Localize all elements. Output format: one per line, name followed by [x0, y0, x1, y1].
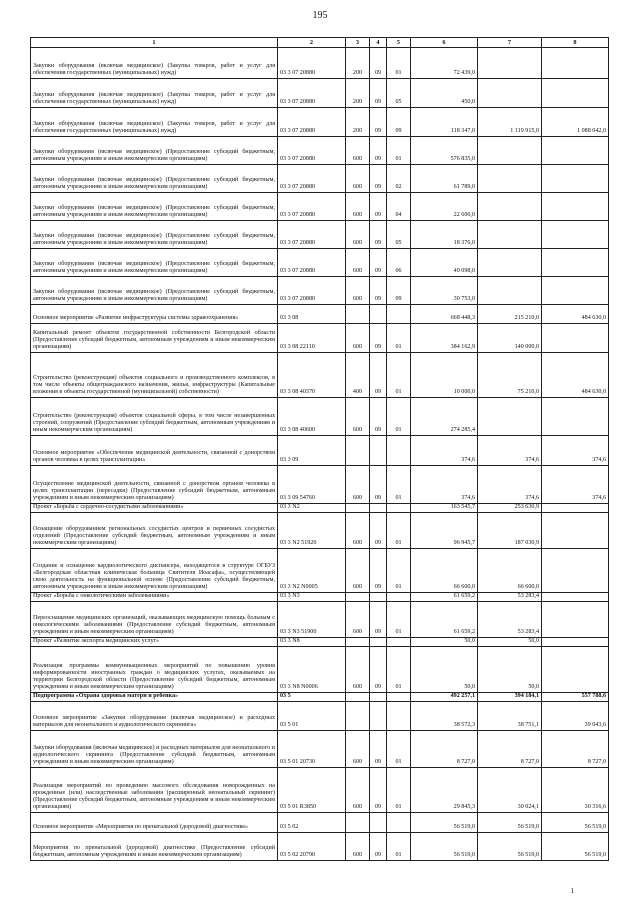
row-name-cell: Основное мероприятие «Развитие инфраструктуры системы здравоохранения» [31, 305, 278, 324]
column-header: 7 [478, 38, 542, 48]
target-article-cell: 03 5 01 20730 [278, 731, 346, 768]
amount-year3-cell: 1 088 042,0 [542, 108, 609, 137]
section-cell [370, 638, 387, 647]
amount-year2-cell: 187 030,9 [478, 513, 542, 549]
amount-year2-cell: 374,6 [478, 466, 542, 504]
amount-year2-cell [478, 277, 542, 305]
amount-year2-cell [478, 48, 542, 79]
amount-year3-cell: 56 519,0 [542, 833, 609, 861]
amount-year1-cell: 66 600,0 [411, 549, 478, 593]
expense-type-cell [346, 504, 370, 513]
expense-type-cell: 600 [346, 513, 370, 549]
amount-year1-cell: 56 519,0 [411, 833, 478, 861]
amount-year3-cell [542, 48, 609, 79]
amount-year1-cell: 50,0 [411, 638, 478, 647]
target-article-cell: 03 3 N8 N0006 [278, 647, 346, 693]
amount-year1-cell: 61 659,2 [411, 593, 478, 602]
amount-year3-cell [542, 165, 609, 193]
target-article-cell: 03 3 N3 [278, 593, 346, 602]
amount-year3-cell [542, 647, 609, 693]
table-row [31, 768, 609, 813]
amount-year2-cell [478, 398, 542, 436]
amount-year3-cell: 484 630,0 [542, 305, 609, 324]
table-row [31, 638, 609, 647]
row-name-cell: Подпрограмма «Охрана здоровья матери и ребенка» [31, 693, 278, 702]
expense-type-cell [346, 593, 370, 602]
row-name-cell: Проект «Борьба с сердечно-сосудистыми заболеваниями» [31, 504, 278, 513]
column-number-row [31, 38, 609, 48]
target-article-cell: 03 3 08 22110 [278, 324, 346, 353]
expense-type-cell [346, 813, 370, 833]
amount-year3-cell [542, 549, 609, 593]
target-article-cell: 03 5 01 [278, 702, 346, 731]
amount-year1-cell: 61 789,0 [411, 165, 478, 193]
amount-year3-cell: 39 043,6 [542, 702, 609, 731]
amount-year2-cell: 75 210,0 [478, 353, 542, 398]
row-name-cell: Основное мероприятие «Обеспечение медицинской деятельности, связанной с донорством органов человека в целях трансплантации» [31, 436, 278, 466]
subsection-cell: 01 [387, 833, 411, 861]
row-name-cell: Закупки оборудования (включая медицинское) и расходных материалов для неонатального и аудиологического скрининга (Предоставление субсидий бюджетным, автономным учреждениям и иным некоммерческим организациям) [31, 731, 278, 768]
table-row [31, 221, 609, 249]
section-cell: 09 [370, 277, 387, 305]
subsection-cell [387, 638, 411, 647]
table-row [31, 277, 609, 305]
table-row [31, 137, 609, 165]
row-name-cell: Закупки оборудования (включая медицинское) (Закупка товаров, работ и услуг для обеспечения государственных (муниципальных) нужд) [31, 48, 278, 79]
amount-year2-cell: 140 000,0 [478, 324, 542, 353]
amount-year3-cell: 374,6 [542, 466, 609, 504]
column-header: 4 [370, 38, 387, 48]
expense-type-cell: 600 [346, 398, 370, 436]
row-name-cell: Закупки оборудования (включая медицинское) (Предоставление субсидий бюджетным, автономным учреждениям и иным некоммерческим организациям) [31, 249, 278, 277]
section-cell [370, 593, 387, 602]
subsection-cell: 01 [387, 513, 411, 549]
amount-year2-cell [478, 249, 542, 277]
expense-type-cell: 600 [346, 731, 370, 768]
amount-year1-cell: 96 945,7 [411, 513, 478, 549]
target-article-cell: 03 3 07 20880 [278, 249, 346, 277]
amount-year1-cell: 8 727,0 [411, 731, 478, 768]
row-name-cell: Строительство (реконструкция) объектов социальной сферы, в том числе незавершенных строений, сооружений (Предоставление субсидий бюджетным, автономным учреждениям и иным некоммерческим организациям) [31, 398, 278, 436]
target-article-cell: 03 3 07 20880 [278, 108, 346, 137]
subsection-cell [387, 305, 411, 324]
row-name-cell: Осуществление медицинской деятельности, связанной с донорством органов человека в целях трансплантации (пересадки) (Предоставление субсидий бюджетным, автономным учреждениям и иным некоммерческим организациям) [31, 466, 278, 504]
target-article-cell: 03 3 09 [278, 436, 346, 466]
row-name-cell: Закупки оборудования (включая медицинское) (Закупка товаров, работ и услуг для обеспечения государственных (муниципальных) нужд) [31, 79, 278, 108]
row-name-cell: Реализация мероприятий по проведению массового обследования новорожденных на врожденные (или) наследственные заболевания (расширенный неонатальный скрининг) (Предоставление субсидий бюджетным, автономным учреждениям и иным некоммерческим организациям) [31, 768, 278, 813]
section-cell: 09 [370, 108, 387, 137]
subsection-cell [387, 436, 411, 466]
section-cell [370, 436, 387, 466]
table-row [31, 79, 609, 108]
amount-year3-cell: 484 630,0 [542, 353, 609, 398]
subsection-cell: 02 [387, 165, 411, 193]
section-cell: 09 [370, 731, 387, 768]
expense-type-cell: 600 [346, 193, 370, 221]
expense-type-cell [346, 702, 370, 731]
amount-year3-cell [542, 249, 609, 277]
target-article-cell: 03 3 N3 51900 [278, 602, 346, 638]
row-name-cell: Закупки оборудования (включая медицинское) (Предоставление субсидий бюджетным, автономным учреждениям и иным некоммерческим организациям) [31, 193, 278, 221]
page-number: 195 [312, 10, 328, 21]
subsection-cell: 01 [387, 602, 411, 638]
target-article-cell: 03 3 07 20880 [278, 193, 346, 221]
subsection-cell: 04 [387, 193, 411, 221]
amount-year2-cell: 53 283,4 [478, 602, 542, 638]
subsection-cell: 01 [387, 466, 411, 504]
target-article-cell: 03 3 08 40600 [278, 398, 346, 436]
target-article-cell: 03 3 N2 N0005 [278, 549, 346, 593]
subsection-cell: 09 [387, 277, 411, 305]
section-cell [370, 305, 387, 324]
amount-year1-cell: 384 162,9 [411, 324, 478, 353]
table-row [31, 324, 609, 353]
subsection-cell [387, 702, 411, 731]
table-row [31, 549, 609, 593]
amount-year1-cell: 29 845,3 [411, 768, 478, 813]
subsection-cell [387, 813, 411, 833]
subsection-cell: 01 [387, 549, 411, 593]
target-article-cell: 03 3 N8 [278, 638, 346, 647]
target-article-cell: 03 5 02 20790 [278, 833, 346, 861]
table-row [31, 833, 609, 861]
amount-year1-cell: 374,6 [411, 436, 478, 466]
row-name-cell: Строительство (реконструкция) объектов социального и производственного комплексов, в том числе объекты общегражданского назначения, жилья, инфраструктуры (Капитальные вложения в объекты государственной (муниципальной) собственности) [31, 353, 278, 398]
expense-type-cell: 600 [346, 768, 370, 813]
column-header: 6 [411, 38, 478, 48]
section-cell: 09 [370, 833, 387, 861]
row-name-cell: Создание и оснащение кардиологического диспансера, находящегося в структуре ОГБУЗ «Белгородская областная клиническая больница Святителя Иоасафа», осуществляющей свою деятельность на функциональной основе (Предоставление субсидий бюджетным, автономным учреждениям и иным некоммерческим организациям) [31, 549, 278, 593]
subsection-cell: 05 [387, 221, 411, 249]
table-row [31, 398, 609, 436]
table-row [31, 193, 609, 221]
expense-type-cell: 600 [346, 324, 370, 353]
target-article-cell: 03 3 08 [278, 305, 346, 324]
subsection-cell [387, 593, 411, 602]
row-name-cell: Проект «Борьба с онкологическими заболеваниями» [31, 593, 278, 602]
column-header: 3 [346, 38, 370, 48]
amount-year2-cell [478, 193, 542, 221]
expense-type-cell: 600 [346, 466, 370, 504]
amount-year2-cell [478, 137, 542, 165]
column-header: 2 [278, 38, 346, 48]
amount-year3-cell [542, 137, 609, 165]
section-cell: 09 [370, 768, 387, 813]
amount-year3-cell [542, 638, 609, 647]
expense-type-cell: 600 [346, 137, 370, 165]
section-cell: 09 [370, 165, 387, 193]
amount-year3-cell [542, 277, 609, 305]
target-article-cell: 03 5 [278, 693, 346, 702]
amount-year2-cell [478, 221, 542, 249]
amount-year1-cell: 72 439,0 [411, 48, 478, 79]
expense-type-cell: 600 [346, 647, 370, 693]
section-cell: 09 [370, 549, 387, 593]
target-article-cell: 03 3 N2 51920 [278, 513, 346, 549]
section-cell: 09 [370, 79, 387, 108]
target-article-cell: 03 3 09 54760 [278, 466, 346, 504]
table-row [31, 108, 609, 137]
table-row [31, 702, 609, 731]
section-cell [370, 693, 387, 702]
table-row [31, 249, 609, 277]
subsection-cell: 01 [387, 48, 411, 79]
amount-year1-cell: 50,0 [411, 647, 478, 693]
amount-year3-cell [542, 193, 609, 221]
amount-year2-cell: 253 630,9 [478, 504, 542, 513]
column-header: 1 [31, 38, 278, 48]
corner-mark: 1 [570, 887, 574, 895]
column-header: 5 [387, 38, 411, 48]
target-article-cell: 03 3 N2 [278, 504, 346, 513]
amount-year3-cell [542, 602, 609, 638]
expense-type-cell: 600 [346, 602, 370, 638]
amount-year2-cell: 66 600,0 [478, 549, 542, 593]
amount-year3-cell [542, 221, 609, 249]
expense-type-cell: 400 [346, 353, 370, 398]
table-row [31, 813, 609, 833]
section-cell: 09 [370, 466, 387, 504]
expense-type-cell [346, 436, 370, 466]
target-article-cell: 03 3 07 20880 [278, 137, 346, 165]
amount-year1-cell: 576 835,0 [411, 137, 478, 165]
table-row [31, 353, 609, 398]
amount-year1-cell: 492 257,1 [411, 693, 478, 702]
amount-year2-cell: 38 751,1 [478, 702, 542, 731]
target-article-cell: 03 5 01 R3850 [278, 768, 346, 813]
amount-year3-cell [542, 513, 609, 549]
row-name-cell: Капитальный ремонт объектов государственной собственности Белгородской области (Предоставление субсидий бюджетным, автономным учреждениям и иным некоммерческим организациям) [31, 324, 278, 353]
section-cell [370, 504, 387, 513]
section-cell: 09 [370, 647, 387, 693]
amount-year3-cell [542, 398, 609, 436]
amount-year2-cell [478, 79, 542, 108]
amount-year3-cell [542, 324, 609, 353]
section-cell: 09 [370, 193, 387, 221]
row-name-cell: Закупки оборудования (включая медицинское) (Предоставление субсидий бюджетным, автономным учреждениям и иным некоммерческим организациям) [31, 221, 278, 249]
amount-year3-cell: 8 727,0 [542, 731, 609, 768]
column-header: 8 [542, 38, 609, 48]
amount-year2-cell: 1 119 915,0 [478, 108, 542, 137]
subsection-cell: 09 [387, 108, 411, 137]
section-cell: 09 [370, 602, 387, 638]
expense-type-cell [346, 305, 370, 324]
amount-year1-cell: 118 347,0 [411, 108, 478, 137]
section-cell: 09 [370, 249, 387, 277]
table-body [31, 48, 609, 861]
subsection-cell [387, 504, 411, 513]
section-cell: 09 [370, 513, 387, 549]
section-cell: 09 [370, 324, 387, 353]
row-name-cell: Мероприятия по пренатальной (дородовой) диагностике (Предоставление субсидий бюджетным, автономным учреждениям и иным некоммерческим организациям) [31, 833, 278, 861]
amount-year3-cell [542, 79, 609, 108]
table-row [31, 165, 609, 193]
subsection-cell: 01 [387, 353, 411, 398]
target-article-cell: 03 3 08 40370 [278, 353, 346, 398]
table-row [31, 731, 609, 768]
amount-year1-cell: 668 448,3 [411, 305, 478, 324]
target-article-cell: 03 3 07 20880 [278, 48, 346, 79]
section-cell: 09 [370, 221, 387, 249]
amount-year1-cell: 163 545,7 [411, 504, 478, 513]
amount-year1-cell: 450,0 [411, 79, 478, 108]
table-row [31, 436, 609, 466]
amount-year1-cell: 30 753,0 [411, 277, 478, 305]
amount-year1-cell: 38 572,3 [411, 702, 478, 731]
amount-year3-cell: 374,6 [542, 436, 609, 466]
section-cell: 09 [370, 137, 387, 165]
amount-year1-cell: 49 098,0 [411, 249, 478, 277]
target-article-cell: 03 5 02 [278, 813, 346, 833]
table-row [31, 305, 609, 324]
expense-type-cell: 600 [346, 833, 370, 861]
section-cell [370, 702, 387, 731]
subsection-cell: 01 [387, 398, 411, 436]
subsection-cell [387, 693, 411, 702]
subsection-cell: 06 [387, 249, 411, 277]
amount-year2-cell: 394 184,1 [478, 693, 542, 702]
amount-year2-cell: 56 519,0 [478, 813, 542, 833]
table-row [31, 513, 609, 549]
table-row [31, 48, 609, 79]
amount-year1-cell: 61 659,2 [411, 602, 478, 638]
row-name-cell: Закупки оборудования (включая медицинское) (Предоставление субсидий бюджетным, автономным учреждениям и иным некоммерческим организациям) [31, 277, 278, 305]
amount-year2-cell: 53 283,4 [478, 593, 542, 602]
table-row [31, 602, 609, 638]
subsection-cell: 05 [387, 79, 411, 108]
section-cell: 09 [370, 48, 387, 79]
subsection-cell: 01 [387, 647, 411, 693]
subsection-cell: 01 [387, 324, 411, 353]
table-row [31, 504, 609, 513]
table-row [31, 593, 609, 602]
amount-year3-cell [542, 593, 609, 602]
amount-year2-cell: 30 024,1 [478, 768, 542, 813]
expense-type-cell: 200 [346, 48, 370, 79]
section-cell: 09 [370, 398, 387, 436]
amount-year2-cell: 8 727,0 [478, 731, 542, 768]
subsection-cell: 01 [387, 137, 411, 165]
expense-type-cell: 600 [346, 549, 370, 593]
expense-type-cell: 600 [346, 221, 370, 249]
row-name-cell: Закупки оборудования (включая медицинское) (Закупка товаров, работ и услуг для обеспечения государственных (муниципальных) нужд) [31, 108, 278, 137]
row-name-cell: Основное мероприятие «Закупки оборудования (включая медицинское) и расходных материалов для неонатального и аудиологического скрининга» [31, 702, 278, 731]
amount-year3-cell: 30 316,6 [542, 768, 609, 813]
subsection-cell: 01 [387, 731, 411, 768]
expense-type-cell: 200 [346, 79, 370, 108]
section-cell: 09 [370, 353, 387, 398]
amount-year1-cell: 22 600,0 [411, 193, 478, 221]
amount-year1-cell: 56 519,0 [411, 813, 478, 833]
expense-type-cell [346, 693, 370, 702]
amount-year1-cell: 274 285,4 [411, 398, 478, 436]
expense-type-cell: 600 [346, 277, 370, 305]
target-article-cell: 03 3 07 20880 [278, 79, 346, 108]
row-name-cell: Проект «Развитие экспорта медицинских услуг» [31, 638, 278, 647]
amount-year3-cell: 56 519,0 [542, 813, 609, 833]
amount-year2-cell: 56 519,0 [478, 833, 542, 861]
amount-year3-cell [542, 504, 609, 513]
subsection-cell: 01 [387, 768, 411, 813]
expense-type-cell: 600 [346, 165, 370, 193]
row-name-cell: Закупки оборудования (включая медицинское) (Предоставление субсидий бюджетным, автономным учреждениям и иным некоммерческим организациям) [31, 137, 278, 165]
section-cell [370, 813, 387, 833]
target-article-cell: 03 3 07 20880 [278, 277, 346, 305]
row-name-cell: Переоснащение медицинских организаций, оказывающих медицинскую помощь больным с онкологическими заболеваниями (Предоставление субсидий бюджетным, автономным учреждениям и иным некоммерческим организациям) [31, 602, 278, 638]
target-article-cell: 03 3 07 20880 [278, 221, 346, 249]
budget-table [30, 37, 609, 861]
amount-year1-cell: 18 376,0 [411, 221, 478, 249]
table-row [31, 647, 609, 693]
amount-year2-cell: 50,0 [478, 647, 542, 693]
amount-year2-cell [478, 165, 542, 193]
amount-year2-cell: 374,6 [478, 436, 542, 466]
row-name-cell: Основное мероприятие «Мероприятия по пренатальной (дородовой) диагностике» [31, 813, 278, 833]
table-row [31, 466, 609, 504]
target-article-cell: 03 3 07 20880 [278, 165, 346, 193]
amount-year2-cell: 215 210,0 [478, 305, 542, 324]
row-name-cell: Закупки оборудования (включая медицинское) (Предоставление субсидий бюджетным, автономным учреждениям и иным некоммерческим организациям) [31, 165, 278, 193]
expense-type-cell: 600 [346, 249, 370, 277]
amount-year3-cell: 557 788,6 [542, 693, 609, 702]
amount-year1-cell: 374,6 [411, 466, 478, 504]
table-row [31, 693, 609, 702]
row-name-cell: Реализация программы коммуникационных мероприятий по повышению уровня информированности иностранных граждан о медицинских услугах, оказываемых на территории Белгородской области (Предоставление субсидий бюджетным, автономным учреждениям и иным некоммерческим организациям) [31, 647, 278, 693]
amount-year2-cell: 50,0 [478, 638, 542, 647]
amount-year1-cell: 10 000,0 [411, 353, 478, 398]
expense-type-cell: 200 [346, 108, 370, 137]
row-name-cell: Оснащение оборудованием региональных сосудистых центров и первичных сосудистых отделений (Предоставление субсидий бюджетным, автономным учреждениям и иным некоммерческим организациям) [31, 513, 278, 549]
expense-type-cell [346, 638, 370, 647]
